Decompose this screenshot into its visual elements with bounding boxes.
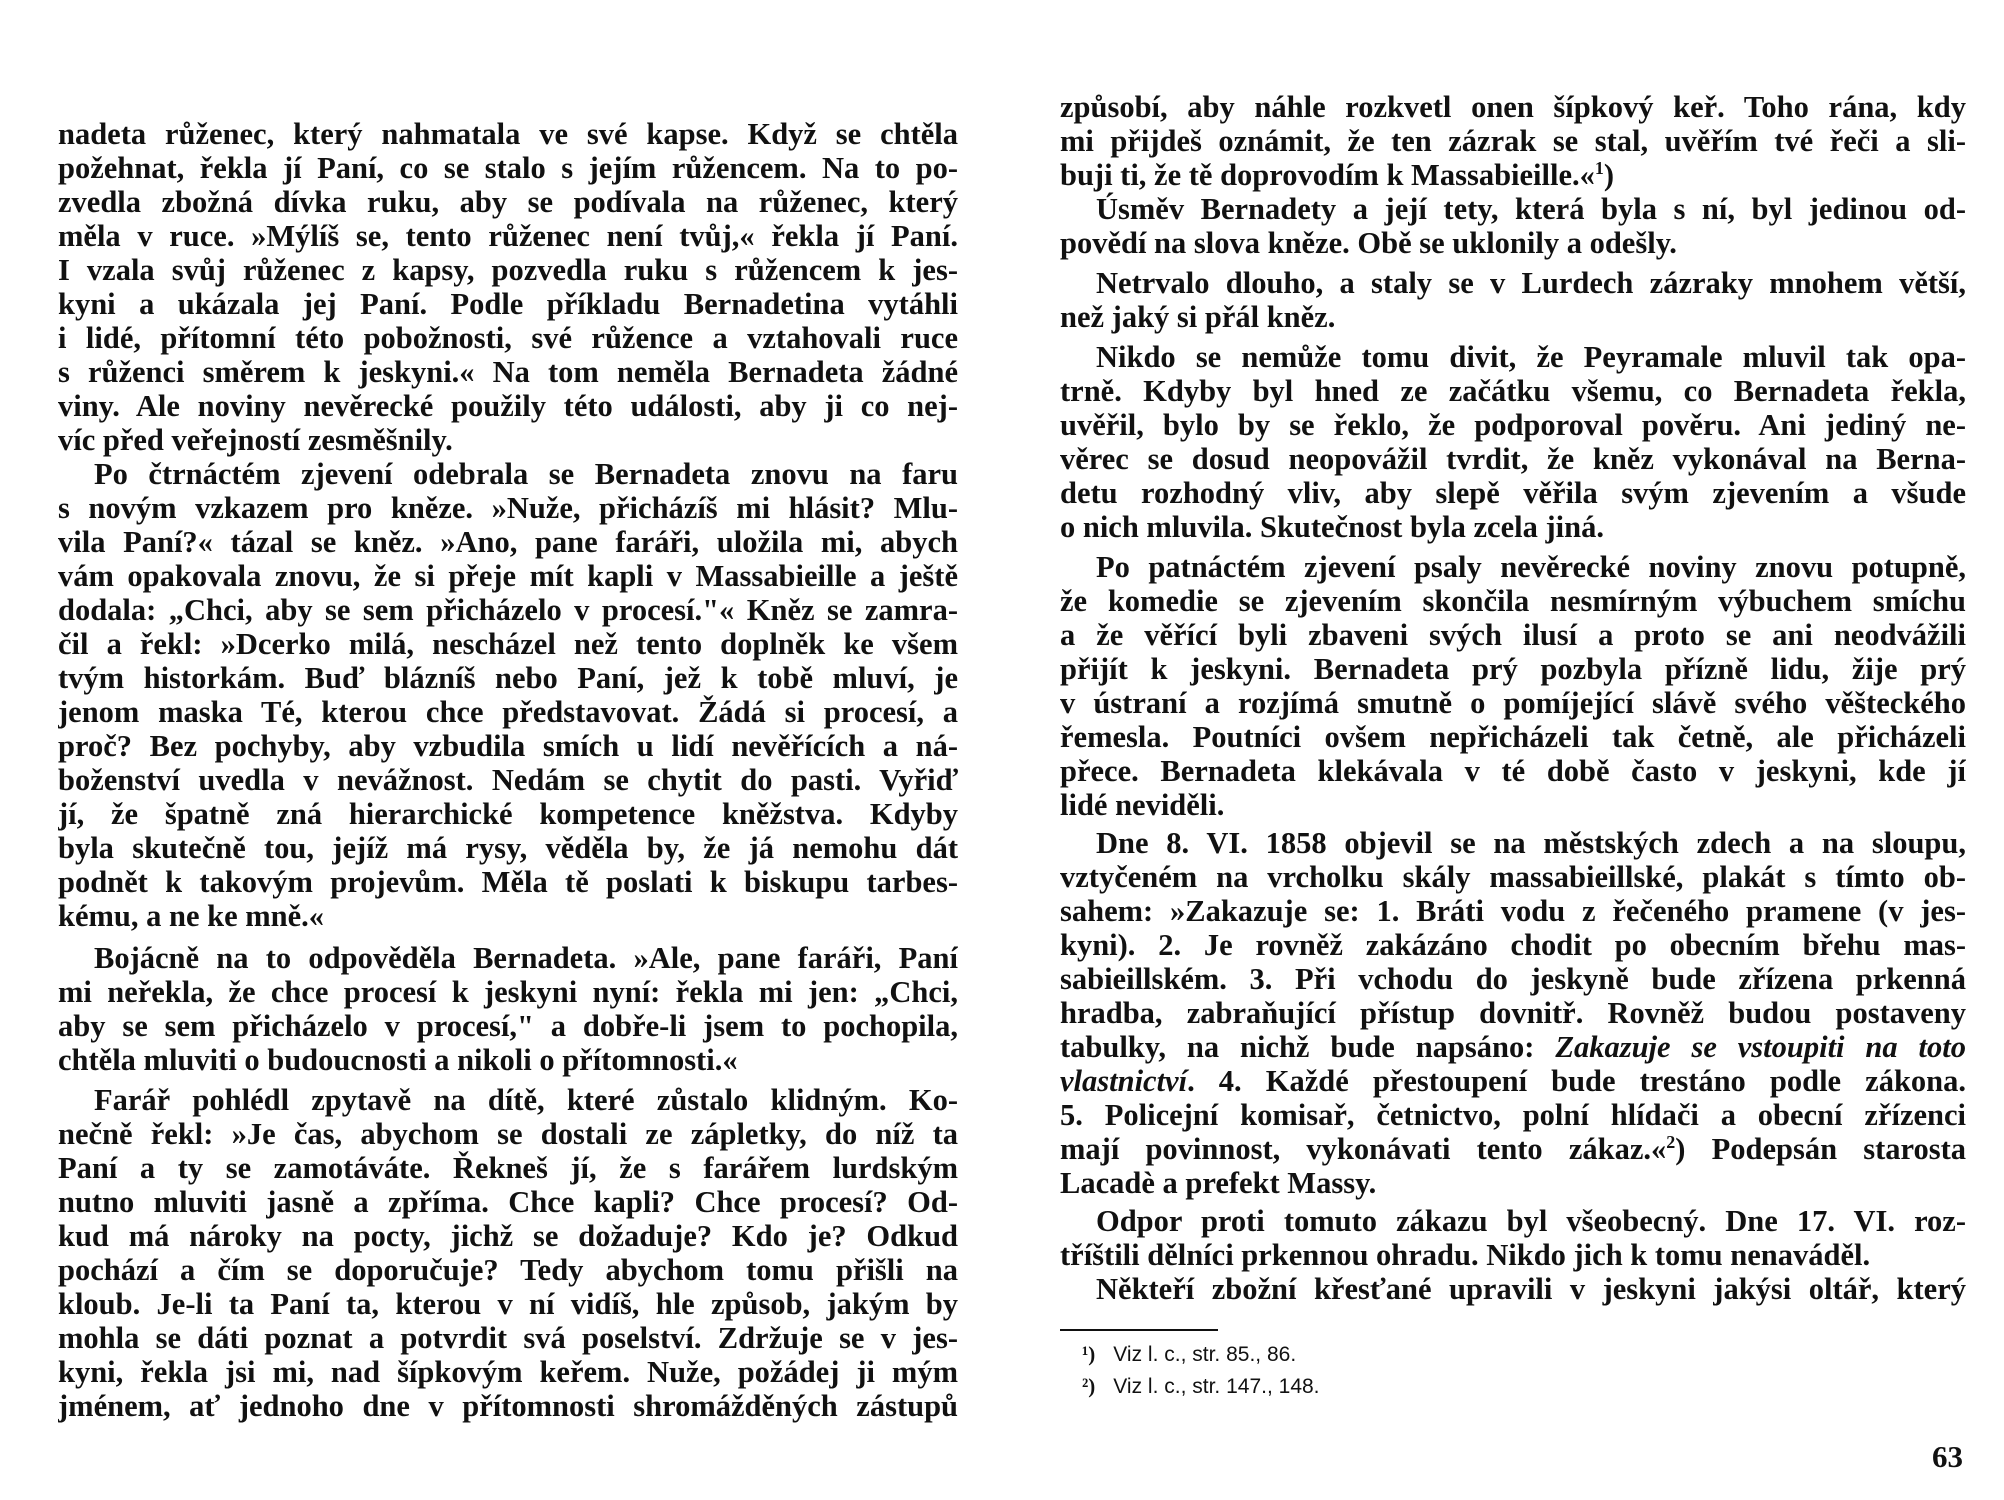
text-line: že komedie se zjevením skončila nesmírným výbuchem smíchu [1060,584,1966,618]
paragraph-start-line: Po patnáctém zjevení psaly nevěrecké noviny znovu potupně, [1096,550,1966,584]
footnote [1082,1372,1320,1400]
text-line: tříštili dělníci prkennou ohradu. Nikdo jich k tomu nenaváděl. [1060,1238,1871,1272]
text-line: i lidé, přítomní této pobožnosti, své růžence a vztahovali ruce [58,321,958,355]
text-line: kyni, řekla jsi mi, nad šípkovým keřem. Nuže, požádej ji mým [58,1355,958,1389]
text-line: dodala: „Chci, aby se sem přicházelo v procesí."« Kněz se zamra- [58,593,958,627]
text-line: nečně řekl: »Je čas, abychom se dostali ze zápletky, do níž ta [58,1117,958,1151]
paragraph-start-line: Úsměv Bernadety a její tety, která byla s ní, byl jedinou od- [1096,192,1966,226]
text-line: lidé neviděli. [1060,788,1225,822]
footnote-reference: 1 [1594,158,1604,178]
text-line [1060,1132,1966,1166]
text-line: věrec se dosud neopovážil tvrdit, že kněz vykonával na Berna- [1060,442,1966,476]
text-line: hradba, zabraňující přístup dovnitř. Rovněž budou postaveny [1060,996,1966,1030]
text-line: sahem: »Zakazuje se: 1. Bráti vodu z řečeného pramene (v jes- [1060,894,1966,928]
paragraph-start-line: Nikdo se nemůže tomu divit, že Peyramale mluvil tak opa- [1096,340,1966,374]
text-line: boženství uvedla v nevážnost. Nedám se chytit do pasti. Vyřiď [58,763,958,797]
footnote-separator [1060,1329,1218,1331]
text-line: byla skutečně tou, jejíž má rysy, věděla by, že já nemohu dát [58,831,958,865]
text-line: než jaký si přál kněz. [1060,300,1336,334]
text-line: měla v ruce. »Mýlíš se, tento růženec není tvůj,« řekla jí Paní. [58,219,958,253]
text-line: kyni). 2. Je rovněž zakázáno chodit po obecním břehu mas- [1060,928,1966,962]
footnote-text: Viz l. c., str. 147., 148. [1113,1375,1320,1398]
footnote [1082,1340,1296,1368]
text-fragment: ) [1603,158,1615,192]
text-line: o nich mluvila. Skutečnost byla zcela jiná. [1060,510,1604,544]
text-line: a že věřící byli zbaveni svých ilusí a proto se ani neodvážili [1060,618,1966,652]
text-line [1060,158,1966,192]
footnote-reference: 2 [1666,1132,1676,1152]
text-line [1060,1064,1966,1098]
text-line: chtěla mluviti o budoucnosti a nikoli o přítomnosti.« [58,1043,738,1077]
text-line: mohla se dáti poznat a potvrdit svá poselství. Zdržuje se v jes- [58,1321,958,1355]
text-line: čil a řekl: »Dcerko milá, nescházel než tento doplněk ke všem [58,627,958,661]
paragraph-start-line: Odpor proti tomuto zákazu byl všeobecný. Dne 17. VI. roz- [1096,1204,1966,1238]
text-fragment: mají povinnost, vykonávati tento zákaz.« [1060,1132,1667,1166]
text-line: detu rozhodný vliv, aby slepě věřila svým zjevením a všude [1060,476,1966,510]
text-line: uvěřil, bylo by se řeklo, že podporoval pověru. Ani jediný ne- [1060,408,1966,442]
text-line: podnět k takovým projevům. Měla tě poslati k biskupu tarbes- [58,865,958,899]
text-fragment: tabulky, na nichž bude napsáno: [1060,1030,1535,1064]
text-line: přijít k jeskyni. Bernadeta prý pozbyla přízně lidu, žije prý [1060,652,1966,686]
text-line: jí, že špatně zná hierarchické kompetence kněžstva. Kdyby [58,797,958,831]
text-line: viny. Ale noviny nevěrecké použily této události, aby ji co nej- [58,389,958,423]
text-line: Paní a ty se zamotáváte. Řekneš jí, že s farářem lurdským [58,1151,958,1185]
text-line: zvedla zbožná dívka ruku, aby se podívala na růženec, který [58,185,958,219]
text-line: víc před veřejností zesměšnily. [58,423,453,457]
text-line: tvým historkám. Buď blázníš nebo Paní, jež k tobě mluví, je [58,661,958,695]
text-line: kému, a ne ke mně.« [58,899,325,933]
paragraph-start-line: Dne 8. VI. 1858 objevil se na městských zdech a na sloupu, [1096,826,1966,860]
text-fragment: ) Podepsán starosta [1675,1132,1966,1166]
text-line: vám opakovala znovu, že si přeje mít kapli v Massabieille a ještě [58,559,958,593]
text-line: požehnat, řekla jí Paní, co se stalo s jejím růžencem. Na to po- [58,151,958,185]
paragraph-start-line: Netrvalo dlouho, a staly se v Lurdech zázraky mnohem větší, [1096,266,1966,300]
page-number: 63 [1932,1439,1963,1474]
text-line: proč? Bez pochyby, aby vzbudila smích u lidí nevěřících a ná- [58,729,958,763]
paragraph-start-line: Po čtrnáctém zjevení odebrala se Bernadeta znovu na faru [94,457,958,491]
footnote-mark: ²) [1082,1374,1096,1398]
italic-text: Zakazuje se vstoupiti na toto [1555,1030,1966,1064]
text-line: jenom maska Té, kterou chce představovat. Žádá si procesí, a [58,695,958,729]
text-line: kloub. Je-li ta Paní ta, kterou v ní vidíš, hle způsob, jakým by [58,1287,958,1321]
text-line: způsobí, aby náhle rozkvetl onen šípkový keř. Toho rána, kdy [1060,90,1966,124]
text-line: vztyčeném na vrcholku skály massabieillské, plakát s tímto ob- [1060,860,1966,894]
text-line: jménem, ať jednoho dne v přítomnosti shromážděných zástupů [58,1389,958,1423]
text-line: mi neřekla, že chce procesí k jeskyni nyní: řekla mi jen: „Chci, [58,975,958,1009]
text-line: 5. Policejní komisař, četnictvo, polní hlídači a obecní zřízenci [1060,1098,1966,1132]
text-fragment: buji ti, že tě doprovodím k Massabieille.« [1060,158,1595,192]
text-line: kyni a ukázala jej Paní. Podle příkladu Bernadetina vytáhli [58,287,958,321]
text-line: s růženci směrem k jeskyni.« Na tom neměla Bernadeta žádné [58,355,958,389]
text-line: řemesla. Poutníci ovšem nepřicházeli tak četně, ale přicházeli [1060,720,1966,754]
text-line: s novým vzkazem pro kněze. »Nuže, přicházíš mi hlásit? Mlu- [58,491,958,525]
italic-text: vlastnictví [1060,1064,1188,1098]
text-line: Lacadè a prefekt Massy. [1060,1166,1377,1200]
text-line: kud má nároky na pocty, jichž se dožaduje? Kdo je? Odkud [58,1219,958,1253]
text-line: nutno mluviti jasně a zpříma. Chce kapli? Chce procesí? Od- [58,1185,958,1219]
text-line: aby se sem přicházelo v procesí," a dobře-li jsem to pochopila, [58,1009,958,1043]
text-fragment: . 4. Každé přestoupení bude trestáno podle zákona. [1187,1064,1966,1098]
text-line: povědí na slova kněze. Obě se uklonily a odešly. [1060,226,1677,260]
paragraph-start-line: Farář pohlédl zpytavě na dítě, které zůstalo klidným. Ko- [94,1083,958,1117]
text-line: I vzala svůj růženec z kapsy, pozvedla ruku s růžencem k jes- [58,253,958,287]
footnote-text: Viz l. c., str. 85., 86. [1113,1343,1297,1366]
paragraph-start-line: Bojácně na to odpověděla Bernadeta. »Ale, pane faráři, Paní [94,941,958,975]
footnote-mark: ¹) [1082,1342,1096,1366]
text-line: sabieillském. 3. Při vchodu do jeskyně bude zřízena prkenná [1060,962,1966,996]
text-line: mi přijdeš oznámit, že ten zázrak se stal, uvěřím tvé řeči a sli- [1060,124,1966,158]
text-line: pochází a čím se doporučuje? Tedy abychom tomu přišli na [58,1253,958,1287]
text-line [1060,1030,1966,1064]
text-line: trně. Kdyby byl hned ze začátku všemu, co Bernadeta řekla, [1060,374,1966,408]
paragraph-start-line: Někteří zbožní křesťané upravili v jeskyni jakýsi oltář, který [1096,1272,1966,1306]
text-line: v ústraní a rozjímá smutně o pomíjející slávě svého věšteckého [1060,686,1966,720]
text-line: nadeta růženec, který nahmatala ve své kapse. Když se chtěla [58,117,958,151]
text-line: vila Paní?« tázal se kněz. »Ano, pane faráři, uložila mi, abych [58,525,958,559]
text-line: přece. Bernadeta klekávala v té době často v jeskyni, kde jí [1060,754,1966,788]
